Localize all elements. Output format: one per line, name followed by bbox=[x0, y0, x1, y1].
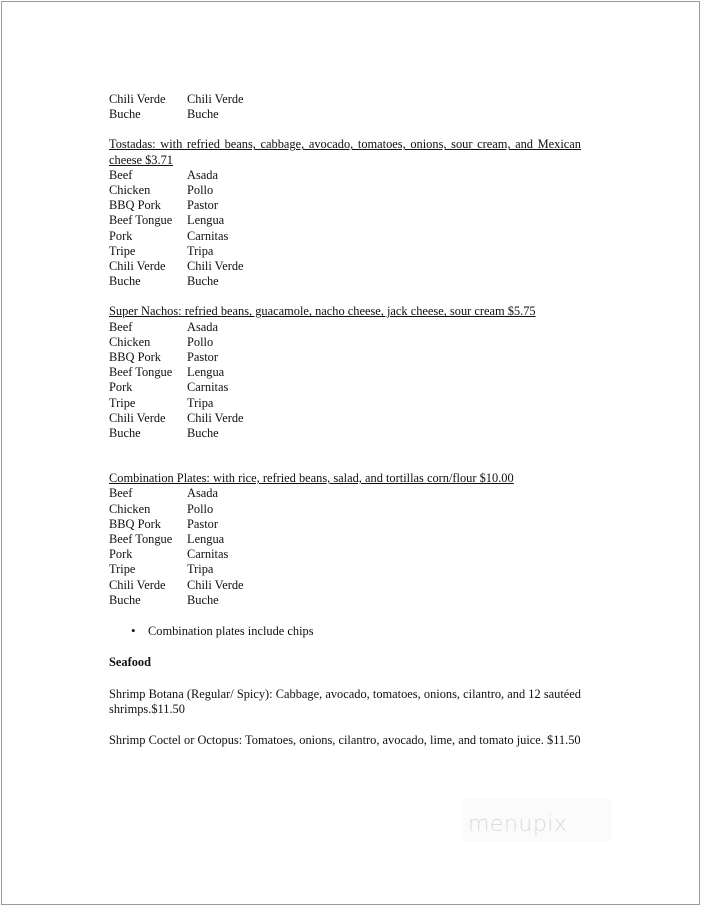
item-english: Chicken bbox=[109, 334, 151, 349]
menu-row bbox=[109, 350, 581, 365]
watermark-logo: menupix bbox=[468, 812, 568, 837]
menu-row bbox=[109, 259, 581, 274]
item-spanish: Chili Verde bbox=[187, 259, 244, 274]
menu-row bbox=[109, 502, 581, 517]
menu-row bbox=[109, 320, 581, 335]
item-spanish: Tripa bbox=[187, 562, 214, 577]
item-spanish: Carnitas bbox=[187, 547, 229, 562]
menu-row bbox=[109, 213, 581, 228]
menu-row bbox=[109, 168, 581, 183]
item-english: Chicken bbox=[109, 501, 151, 516]
item-english: BBQ Pork bbox=[109, 350, 161, 365]
item-english: Buche bbox=[109, 426, 141, 441]
item-english: Buche bbox=[109, 592, 141, 607]
menu-row bbox=[109, 107, 581, 122]
item-spanish: Tripa bbox=[187, 243, 214, 258]
item-spanish: Pastor bbox=[187, 350, 218, 365]
menu-row bbox=[109, 244, 581, 259]
seafood-item: Shrimp Botana (Regular/ Spicy): Cabbage, avocado, tomatoes, onions, cilantro, and 12 sautéed shrimps.$11.50 bbox=[109, 686, 581, 716]
item-spanish: Buche bbox=[187, 107, 219, 122]
menu-row bbox=[109, 517, 581, 532]
menu-row bbox=[109, 411, 581, 426]
menu-row bbox=[109, 380, 581, 395]
top-list bbox=[109, 92, 581, 122]
menu-row bbox=[109, 274, 581, 289]
item-english: Buche bbox=[109, 274, 141, 289]
item-english: Chili Verde bbox=[109, 92, 166, 106]
item-spanish: Chili Verde bbox=[187, 92, 244, 106]
item-english: Tripe bbox=[109, 243, 136, 258]
item-spanish: Buche bbox=[187, 426, 219, 441]
item-spanish: Lengua bbox=[187, 213, 225, 228]
item-english: Beef bbox=[109, 319, 133, 334]
item-spanish: Asada bbox=[187, 167, 218, 182]
menu-row bbox=[109, 593, 581, 608]
section-heading: Combination Plates: with rice, refried beans, salad, and tortillas corn/flour $10.00 bbox=[109, 471, 514, 486]
menu-document bbox=[109, 92, 581, 748]
item-english: Beef bbox=[109, 167, 133, 182]
item-spanish: Pollo bbox=[187, 334, 214, 349]
section-super-nachos bbox=[109, 304, 581, 441]
item-spanish: Buche bbox=[187, 592, 219, 607]
seafood-title: Seafood bbox=[109, 655, 151, 670]
section-tostadas bbox=[109, 137, 581, 289]
item-english: Beef Tongue bbox=[109, 532, 173, 547]
item-english: Pork bbox=[109, 228, 133, 243]
item-english: Buche bbox=[109, 107, 141, 122]
item-english: Chili Verde bbox=[109, 259, 166, 274]
menu-row bbox=[109, 426, 581, 441]
section-combination-plates bbox=[109, 471, 581, 608]
item-spanish: Buche bbox=[187, 274, 219, 289]
menu-row bbox=[109, 486, 581, 501]
item-english: Chicken bbox=[109, 183, 151, 198]
menu-row bbox=[109, 532, 581, 547]
menu-row bbox=[109, 229, 581, 244]
item-spanish: Pastor bbox=[187, 516, 218, 531]
item-spanish: Pollo bbox=[187, 183, 214, 198]
item-spanish: Tripa bbox=[187, 395, 214, 410]
menu-row bbox=[109, 562, 581, 577]
menu-row bbox=[109, 547, 581, 562]
item-spanish: Chili Verde bbox=[187, 410, 244, 425]
section-heading: Tostadas: with refried beans, cabbage, avocado, tomatoes, onions, sour cream, and Mexican cheese $3.71 bbox=[109, 137, 581, 167]
item-english: Beef Tongue bbox=[109, 365, 173, 380]
note-item: • Combination plates include chips bbox=[131, 624, 581, 639]
notes-list bbox=[109, 624, 581, 639]
item-spanish: Lengua bbox=[187, 365, 225, 380]
item-spanish: Asada bbox=[187, 486, 218, 501]
item-english: Tripe bbox=[109, 395, 136, 410]
item-spanish: Pastor bbox=[187, 198, 218, 213]
menu-row bbox=[109, 396, 581, 411]
item-spanish: Lengua bbox=[187, 532, 225, 547]
menu-row bbox=[109, 198, 581, 213]
item-english: BBQ Pork bbox=[109, 198, 161, 213]
menu-row bbox=[109, 335, 581, 350]
section-heading: Super Nachos: refried beans, guacamole, nacho cheese, jack cheese, sour cream $5.75 bbox=[109, 304, 536, 319]
item-english: Pork bbox=[109, 380, 133, 395]
item-english: Beef Tongue bbox=[109, 213, 173, 228]
item-english: Beef bbox=[109, 486, 133, 501]
item-spanish: Chili Verde bbox=[187, 577, 244, 592]
item-spanish: Carnitas bbox=[187, 228, 229, 243]
menu-row bbox=[109, 92, 581, 107]
menu-row bbox=[109, 365, 581, 380]
item-spanish: Pollo bbox=[187, 501, 214, 516]
item-english: Chili Verde bbox=[109, 410, 166, 425]
item-english: Tripe bbox=[109, 562, 136, 577]
menu-row bbox=[109, 183, 581, 198]
item-english: BBQ Pork bbox=[109, 516, 161, 531]
seafood-item: Shrimp Coctel or Octopus: Tomatoes, onions, cilantro, avocado, lime, and tomato juice. $11.50 bbox=[109, 732, 581, 747]
item-english: Pork bbox=[109, 547, 133, 562]
menu-row bbox=[109, 578, 581, 593]
item-spanish: Asada bbox=[187, 319, 218, 334]
item-spanish: Carnitas bbox=[187, 380, 229, 395]
item-english: Chili Verde bbox=[109, 577, 166, 592]
